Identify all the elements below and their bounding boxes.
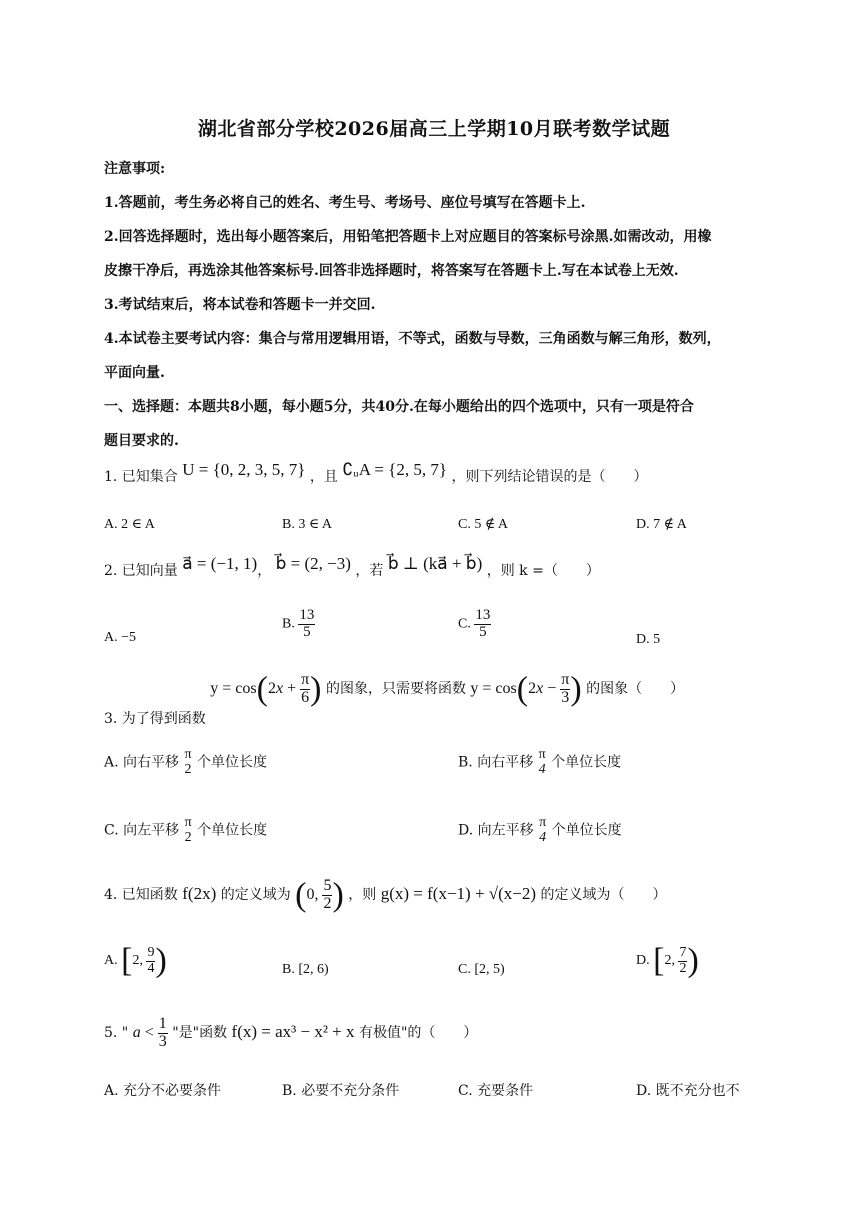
- q5-option-b: B. 必要不充分条件: [282, 1083, 400, 1099]
- q4-option-a: A. [2, $\frac{9}{4}$ ): [104, 942, 167, 979]
- q1-set-u: U = {0, 2, 3, 5, 7}: [182, 460, 306, 479]
- q3-option-d: D. 向左平移 π 4 个单位长度: [458, 815, 622, 845]
- q5-f: f(x) = ax³ − x² + x: [231, 1021, 355, 1041]
- q4-prefix: 4. 已知函数: [104, 886, 178, 903]
- q4-option-d: D. [2, $\frac{7}{2}$ ): [636, 942, 699, 979]
- notice-item-4-line-2: 平面向量.: [104, 365, 165, 381]
- q4-mid2: ，则: [348, 886, 377, 903]
- q1-set-a: ∁ᵤA = {2, 5, 7}: [342, 460, 447, 479]
- q5-suffix: 有极值"的（ ）: [358, 1024, 478, 1041]
- q3-option-b: B. 向右平移 π 4 个单位长度: [458, 747, 622, 777]
- q2-cond-word: ，若: [355, 563, 384, 579]
- q5-option-c: C. 充要条件: [458, 1083, 534, 1099]
- q2-option-c: C. $\frac{13}{5}$: [458, 607, 491, 640]
- question-5: [104, 1016, 477, 1051]
- q2-option-b: B. $\frac{13}{5}$: [282, 607, 315, 640]
- q1-option-c: C. 5 ∉ A: [458, 517, 509, 532]
- section-heading-line-1: 一、选择题：本题共8小题，每小题5分，共40分.在每小题给出的四个选项中，只有一项是符合: [104, 399, 694, 415]
- question-2: 2. 已知向量 a⃗ = (−1, 1)， b⃗ = (2, −3) ，若 b⃗ ⊥ (ka⃗ + b⃗) ，则 k =（ ）: [104, 554, 600, 579]
- q5-option-d: D. 既不充分也不: [636, 1083, 740, 1099]
- q4-option-c: C. [2, 5): [458, 962, 505, 977]
- q3-f1: y = cos(2x + $\frac{\pi}{6}$ ): [210, 670, 322, 708]
- q2-vec-a: a⃗ = (−1, 1): [182, 554, 258, 573]
- q4-mid1: 的定义域为: [220, 886, 291, 903]
- q4-f: f(2x): [182, 883, 217, 903]
- q4-g: g(x) = f(x−1) + √(x−2): [380, 883, 537, 903]
- notice-item-2-line-2: 皮擦干净后，再选涂其他答案标号.回答非选择题时，将答案写在答题卡上.写在本试卷上无效.: [104, 263, 679, 279]
- q4-suffix: 的定义域为（ ）: [540, 886, 667, 903]
- q2-cond: b⃗ ⊥ (ka⃗ + b⃗): [387, 554, 483, 573]
- notice-item-1: 1.答题前，考生务必将自己的姓名、考生号、考场号、座位号填写在答题卡上.: [104, 195, 586, 211]
- q1-option-b: B. 3 ∈ A: [282, 517, 333, 532]
- q5-mid: "是"函数: [172, 1024, 228, 1041]
- q4-option-b: B. [2, 6): [282, 962, 329, 977]
- q3-f2: y = cos(2x − $\frac{\pi}{3}$ ): [470, 670, 582, 708]
- q2-prefix: 2. 已知向量: [104, 563, 178, 579]
- q3-option-c: C. 向左平移 π 2 个单位长度: [104, 815, 268, 845]
- q5-prefix: 5. ": [104, 1024, 129, 1041]
- q2-ask: ，则 k =（ ）: [486, 563, 600, 579]
- q1-option-d: D. 7 ∉ A: [636, 517, 687, 532]
- notice-item-4-line-1: 4.本试卷主要考试内容：集合与常用逻辑用语，不等式，函数与导数，三角函数与解三角形，数列，: [104, 331, 721, 347]
- q2-vec-b: b⃗ = (2, −3): [275, 554, 351, 573]
- notice-heading: 注意事项:: [104, 161, 166, 177]
- notice-item-2-line-1: 2.回答选择题时，选出每小题答案后，用铅笔把答题卡上对应题目的答案标号涂黑.如需改动，用橡: [104, 229, 712, 245]
- question-4: [104, 878, 666, 913]
- q2-option-a: A. −5: [104, 630, 137, 645]
- q3-option-a: A. 向右平移 π 2 个单位长度: [104, 747, 267, 777]
- notice-item-3: 3.考试结束后，将本试卷和答题卡一并交回.: [104, 297, 376, 313]
- q4-domain: (0, $\frac{5}{2}$ ): [295, 876, 344, 914]
- q1-option-a: A. 2 ∈ A: [104, 517, 155, 532]
- q3-suffix: 的图象（ ）: [586, 680, 685, 697]
- q3-prefix: 3. 为了得到函数: [104, 710, 206, 727]
- q5-option-a: A. 充分不必要条件: [104, 1083, 222, 1099]
- q3-mid: 的图象，只需要将函数: [325, 680, 466, 697]
- q2-option-d: D. 5: [636, 632, 661, 647]
- q5-cond: a < $\frac{1}{3}$: [132, 1015, 167, 1050]
- section-heading-line-2: 题目要求的.: [104, 433, 179, 449]
- q1-suffix: ，则下列结论错误的是（ ）: [451, 469, 648, 485]
- question-1: [104, 460, 648, 486]
- q1-mid: ，且: [309, 469, 338, 485]
- question-3: [104, 670, 685, 727]
- q1-prefix: 1. 已知集合: [104, 469, 178, 485]
- page-title: 湖北省部分学校2026届高三上学期10月联考数学试题: [197, 118, 671, 140]
